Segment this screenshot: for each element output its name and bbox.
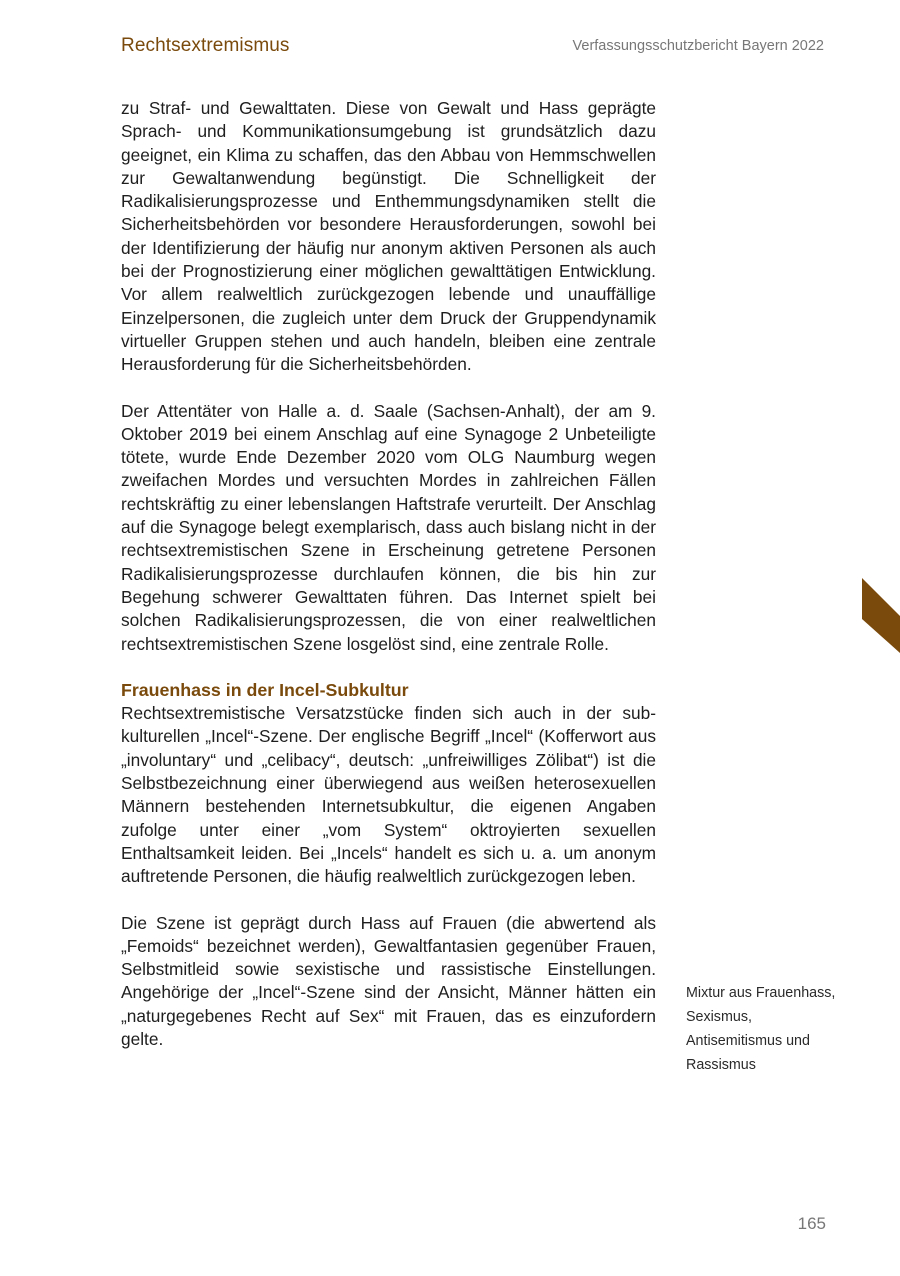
- paragraph-incel-scene: Die Szene ist geprägt durch Hass auf Frauen (die abwertend als „Femoids“ bezeichnet werden), Gewaltfantasien gegenüber Frauen, Selbstmitleid sowie sexistische und rassistische Einstellungen. Angehörige der „Incel“-Szene sind der Ansicht, Männer hätten ein „naturgegebenes Recht auf Sex“ mit Frauen, das es einzufordern gelte.: [121, 912, 656, 1049]
- main-text-column: [121, 97, 656, 1051]
- page-number: 165: [797, 1214, 826, 1233]
- chapter-tab-marker-icon: [862, 578, 900, 653]
- paragraph-spacer: [121, 889, 656, 912]
- paragraph-halle-attack: Der Attentäter von Halle a. d. Saale (Sachsen-Anhalt), der am 9. Oktober 2019 bei einem Anschlag auf eine Synagoge 2 Unbeteiligte tötete, wurde Ende Dezember 2020 vom OLG Naumburg wegen zweifachen Mordes und versuchten Mordes in zahlreichen Fällen rechtskräftig zu einer lebenslangen Haftstrafe verurteilt. Der Anschlag auf die Synagoge belegt exemplarisch, dass auch bislang nicht in der rechtsextremistischen Szene in Erscheinung getretene Personen Radikalisierungsprozesse durchlaufen können, die bis hin zur Begehung schwerer Gewalttaten führen. Das Internet spielt bei solchen Radikalisierungsprozessen, die von einer realweltlichen rechtsextremistischen Szene losgelöst sind, eine zentrale Rolle.: [121, 400, 656, 654]
- report-title: Verfassungsschutzbericht Bayern 2022: [572, 38, 824, 54]
- paragraph-spacer: [121, 656, 656, 679]
- paragraph-spacer: [121, 377, 656, 400]
- section-title: Rechtsextremismus: [121, 35, 290, 56]
- subsection-heading: Frauenhass in der Incel-Subkultur: [121, 679, 409, 700]
- margin-note: Mixtur aus Frauenhass, Sexismus, Antisemitismus und Rassismus: [686, 985, 836, 1073]
- paragraph-radicalization: zu Straf- und Gewalttaten. Diese von Gewalt und Hass geprägte Sprach- und Kommunikationsumgebung ist grundsätzlich dazu geeignet, ein Klima zu schaffen, das den Abbau von Hemmschwellen zur Gewaltanwendung begünstigt. Die Schnelligkeit der Radikalisierungsprozesse und Enthemmungsdynamiken stellt die Sicherheitsbehörden vor besondere Herausforderungen, sowohl bei der Identifizierung der häufig nur anonym aktiven Personen als auch bei der Prognostizierung einer möglichen gewalttätigen Entwicklung. Vor allem realweltlich zurückgezogen lebende und unauffällige Einzelpersonen, die zugleich unter dem Druck der Gruppendynamik virtueller Gruppen stehen und auch handeln, bleiben eine zentrale Herausforderung für die Sicherheitsbehörden.: [121, 98, 656, 375]
- paragraph-incel-definition: Rechtsextremistische Versatzstücke finden sich auch in der subkulturellen „Incel“-Szene. Der englische Begriff „Incel“ (Kofferwort aus „involuntary“ und „celibacy“, deutsch: „unfreiwilliges Zölibat“) ist die Selbstbezeichnung einer überwiegend aus weißen heterosexuellen Männern bestehenden Internetsubkultur, die eigenen Angaben zufolge unter einer „vom System“ oktroyierten sexuellen Enthaltsamkeit leiden. Bei „Incels“ handelt es sich u. a. um anonym auftretende Personen, die häufig realweltlich zurückgezogen leben.: [121, 703, 656, 887]
